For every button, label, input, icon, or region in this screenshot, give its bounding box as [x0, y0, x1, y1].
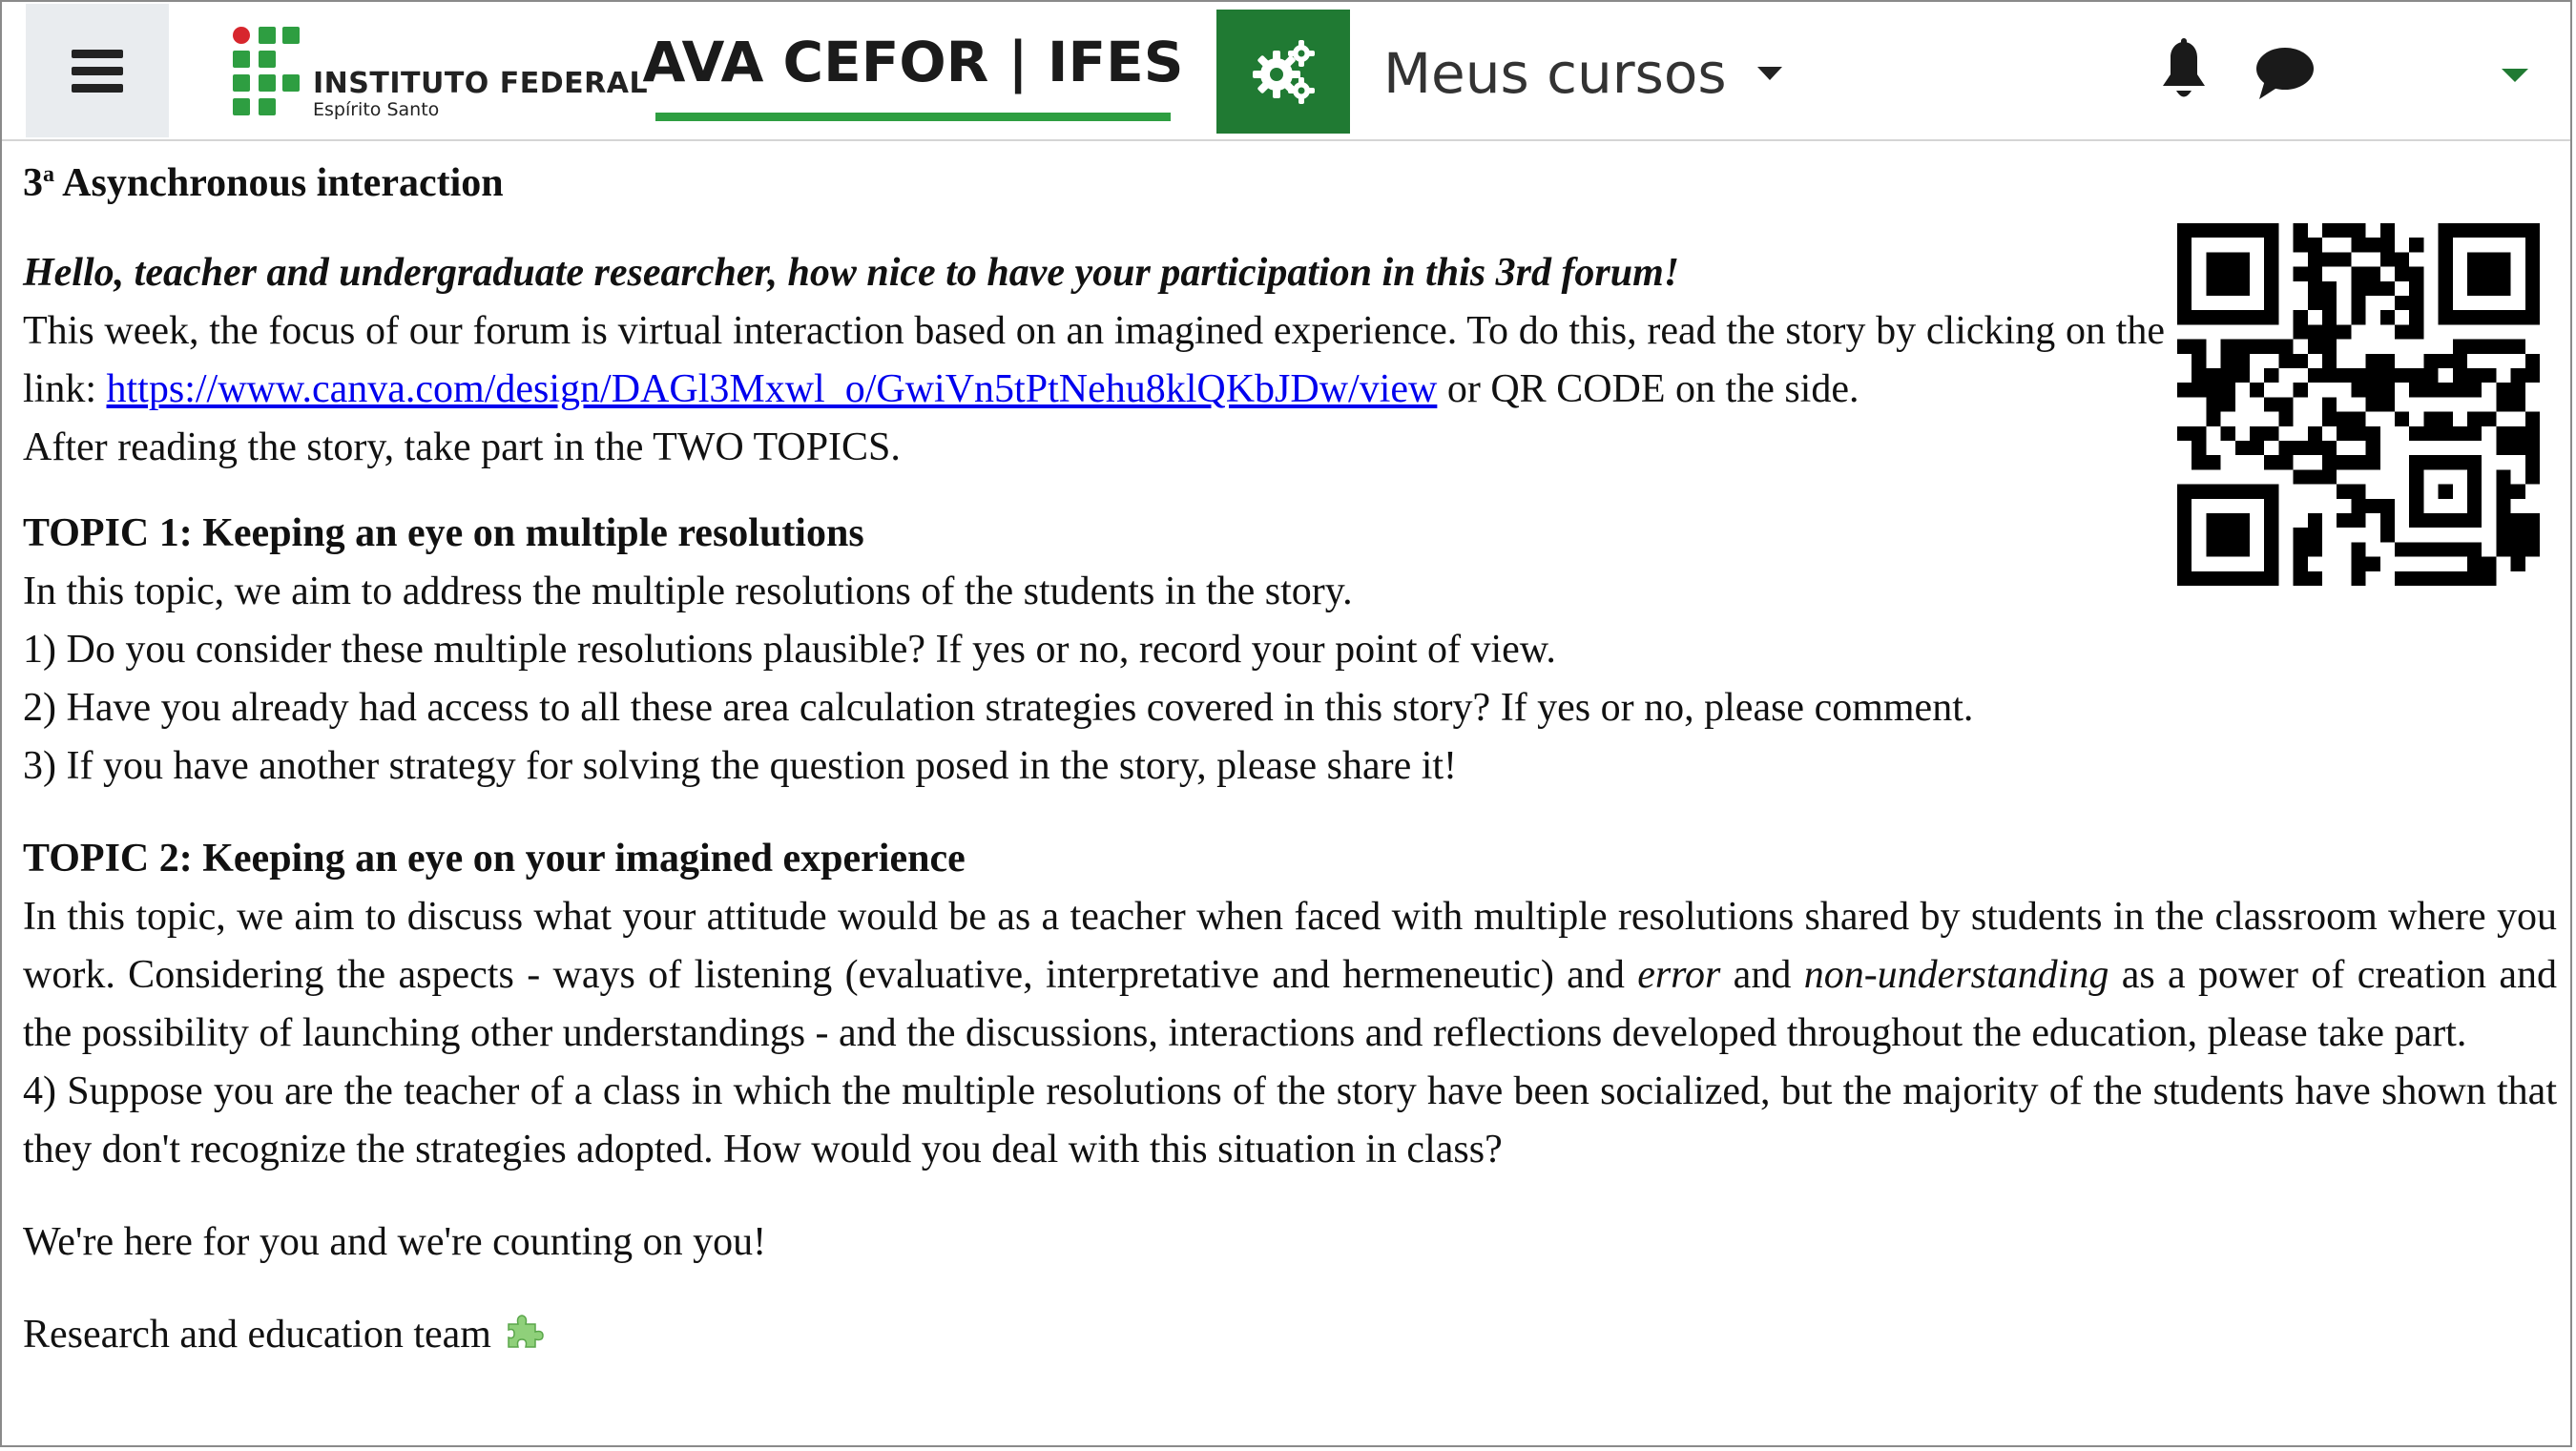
logo-text-line2: Espírito Santo	[313, 99, 440, 120]
question-4: 4) Suppose you are the teacher of a class in which the multiple resolutions of the story have been socialized, but the majority of the students have shown that they don't recognize the strategies adopted. How would you deal with this situation in class?	[23, 1069, 2557, 1171]
my-courses-dropdown[interactable]	[1383, 31, 1782, 116]
active-tab-underline	[655, 113, 1171, 121]
question-2: 2) Have you already had access to all these area calculation strategies covered in this story? If yes or no, please comment.	[23, 686, 1974, 730]
logo-text-line1: INSTITUTO FEDERAL	[313, 67, 649, 100]
chevron-down-icon	[1757, 67, 1782, 80]
story-link[interactable]: https://www.canva.com/design/DAGl3Mxwl_o/GwiVn5tPtNehu8klQKbJDw/view	[106, 367, 1438, 411]
qr-code-icon[interactable]	[2177, 223, 2540, 586]
hamburger-menu-button[interactable]	[26, 4, 169, 137]
hamburger-menu-icon	[72, 41, 123, 101]
gears-icon	[1248, 36, 1319, 107]
puzzle-piece-icon	[503, 1307, 549, 1353]
intro-line2: After reading the story, take part in the TWO TOPICS.	[23, 425, 901, 469]
site-title-link[interactable]: AVA CEFOR | IFES	[642, 30, 1184, 94]
signature-line: Research and education team	[23, 1306, 2557, 1364]
chat-bubble-icon[interactable]	[2254, 42, 2316, 105]
topic1-title: TOPIC 1: Keeping an eye on multiple resolutions	[23, 511, 864, 555]
bell-icon[interactable]	[2155, 38, 2212, 107]
intro-paragraph: This week, the focus of our forum is virtual interaction based on an imagined experience. To do this, read the story by clicking on the link: https://www.canva.com/design/DAGl3Mxwl_o/GwiVn5tPtNehu8klQKbJDw/view or QR CODE on the side.	[23, 309, 2165, 411]
question-3: 3) If you have another strategy for solving the question posed in the story, please share it!	[23, 744, 1458, 788]
user-menu-chevron-icon[interactable]	[2502, 69, 2528, 82]
post-heading: 3$^a$ Asynchronous interaction	[23, 161, 504, 205]
logo-grid-icon	[233, 27, 303, 116]
question-1: 1) Do you consider these multiple resolutions plausible? If yes or no, record your point of view.	[23, 628, 1556, 672]
top-navbar	[2, 2, 2570, 141]
my-courses-label: Meus cursos	[1383, 41, 1727, 106]
institution-logo[interactable]	[233, 27, 649, 122]
closing-text: We're here for you and we're counting on you!	[23, 1220, 767, 1264]
topic1-intro: In this topic, we aim to address the multiple resolutions of the students in the story.	[23, 570, 1353, 613]
admin-gears-button[interactable]	[1216, 10, 1350, 134]
topic2-paragraph: In this topic, we aim to discuss what your attitude would be as a teacher when faced with multiple resolutions shared by students in the classroom where you work. Considering the aspects - ways of listening (evaluative, interpretative and hermeneutic) and error and non-understanding as a power of creation and the possibility of launching other understandings - and the discussions, interactions and reflections developed throughout the education, please take part.	[23, 895, 2557, 1055]
topic2-title: TOPIC 2: Keeping an eye on your imagined experience	[23, 837, 966, 881]
greeting-text: Hello, teacher and undergraduate researcher, how nice to have your participation in this 3rd forum!	[23, 251, 1680, 295]
